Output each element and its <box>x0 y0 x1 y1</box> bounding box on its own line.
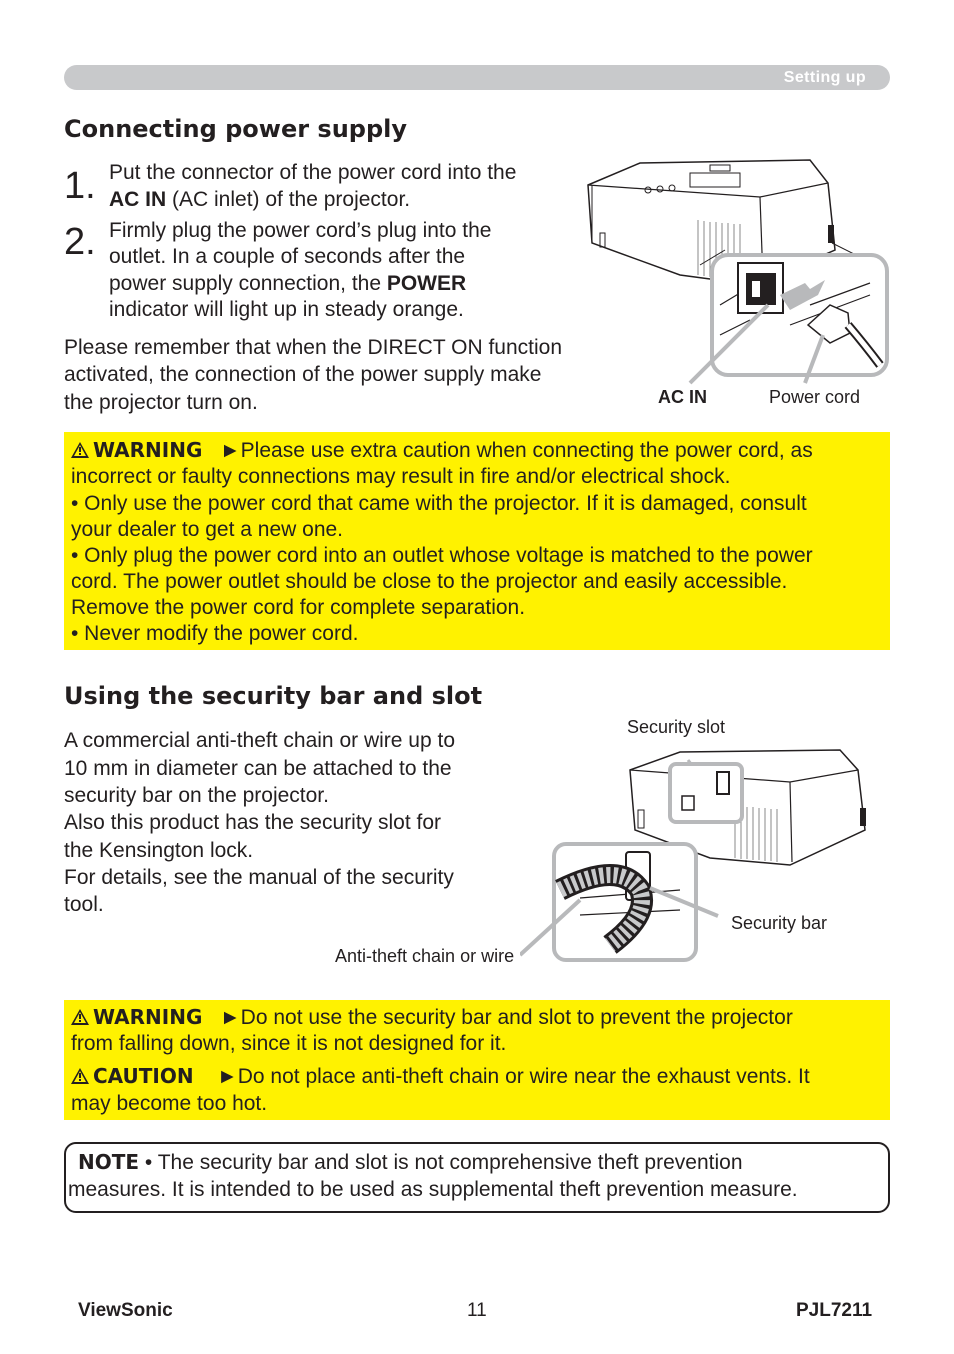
section-header-bar <box>64 65 890 90</box>
warning-1-label: WARNING <box>93 438 203 462</box>
footer-model: PJL7211 <box>796 1300 873 1321</box>
ac-in-callout: AC IN <box>658 387 707 407</box>
warning-2-text: ►Do not use the security bar and slot to prevent the projector <box>219 1006 793 1029</box>
ac-in-term: AC IN <box>109 188 167 211</box>
anti-theft-chain-callout: Anti-theft chain or wire <box>335 946 515 966</box>
warning-1-line6: cord. The power outlet should be close to the projector and easily accessible. <box>71 570 788 593</box>
security-line6: For details, see the manual of the security <box>64 866 454 889</box>
security-bar-callout: Security bar <box>731 913 828 933</box>
warning-box-power <box>64 432 890 650</box>
warning-1-text: ►Please use extra caution when connecting the power cord, as <box>219 439 813 462</box>
direct-on-line1: Please remember that when the DIRECT ON function <box>64 336 563 359</box>
warning-1-line5: • Only plug the power cord into an outlet whose voltage is matched to the power <box>71 544 813 567</box>
note-label: NOTE <box>78 1150 140 1174</box>
step-2-number: 2. <box>64 221 96 263</box>
section-header-label: Setting up <box>783 69 866 86</box>
warning-2-line1 <box>71 1004 793 1031</box>
security-line2: 10 mm in diameter can be attached to the <box>64 757 452 780</box>
warning-1-line8: • Never modify the power cord. <box>71 622 359 645</box>
security-illustration <box>520 740 890 965</box>
warning-2-line2: from falling down, since it is not designed for it. <box>71 1032 507 1055</box>
direct-on-line3: the projector turn on. <box>64 391 258 414</box>
warning-1-line4: your dealer to get a new one. <box>71 518 344 541</box>
step-2-line3 <box>109 270 466 297</box>
warning-1-line2: incorrect or faulty connections may result in fire and/or electrical shock. <box>71 465 731 488</box>
warning-2-label: WARNING <box>93 1005 203 1029</box>
warning-1-line7: Remove the power cord for complete separation. <box>71 596 526 619</box>
step-2-line3-text: power supply connection, the <box>109 272 387 295</box>
security-line3: security bar on the projector. <box>64 784 329 807</box>
warning-box-security <box>64 1000 890 1120</box>
step-1-line2 <box>109 186 410 213</box>
security-line7: tool. <box>64 893 104 916</box>
security-line1: A commercial anti-theft chain or wire up to <box>64 729 456 752</box>
note-line2: measures. It is intended to be used as supplemental theft prevention measure. <box>68 1178 798 1201</box>
step-2-line1: Firmly plug the power cord’s plug into the <box>109 219 492 242</box>
note-line1 <box>78 1149 743 1176</box>
power-term: POWER <box>386 272 467 295</box>
step-1-number: 1. <box>64 165 96 207</box>
step-1-line1: Put the connector of the power cord into the <box>109 161 517 184</box>
step-2-line2: outlet. In a couple of seconds after the <box>109 245 466 268</box>
heading-power-supply: Connecting power supply <box>64 115 408 143</box>
direct-on-line2: activated, the connection of the power supply make <box>64 363 542 386</box>
security-line5: the Kensington lock. <box>64 839 254 862</box>
caution-label: CAUTION <box>93 1064 194 1088</box>
warning-triangle-icon <box>71 442 89 458</box>
warning-1-line1 <box>71 437 813 464</box>
warning-1-label-group <box>71 438 202 462</box>
caution-triangle-icon <box>71 1068 89 1084</box>
caution-label-group <box>71 1064 194 1088</box>
warning-1-line3: • Only use the power cord that came with the projector. If it is damaged, consult <box>71 492 807 515</box>
page-number: 11 <box>467 1300 487 1321</box>
security-line4: Also this product has the security slot for <box>64 811 442 834</box>
caution-text: ►Do not place anti-theft chain or wire near the exhaust vents. It <box>216 1065 810 1088</box>
note-box <box>64 1142 890 1213</box>
footer-brand: ViewSonic <box>78 1300 173 1321</box>
heading-security: Using the security bar and slot <box>64 682 483 710</box>
step-1-line2-rest: (AC inlet) of the projector. <box>166 188 411 211</box>
caution-line1 <box>71 1063 810 1090</box>
power-cord-callout: Power cord <box>769 387 861 407</box>
projector-power-illustration <box>580 155 890 385</box>
warning-2-label-group <box>71 1005 202 1029</box>
caution-line2: may become too hot. <box>71 1092 268 1115</box>
security-slot-callout: Security slot <box>627 717 726 737</box>
note-text: • The security bar and slot is not comprehensive theft prevention <box>139 1151 743 1174</box>
warning-triangle-icon <box>71 1009 89 1025</box>
step-2-line4: indicator will light up in steady orange. <box>109 298 464 321</box>
